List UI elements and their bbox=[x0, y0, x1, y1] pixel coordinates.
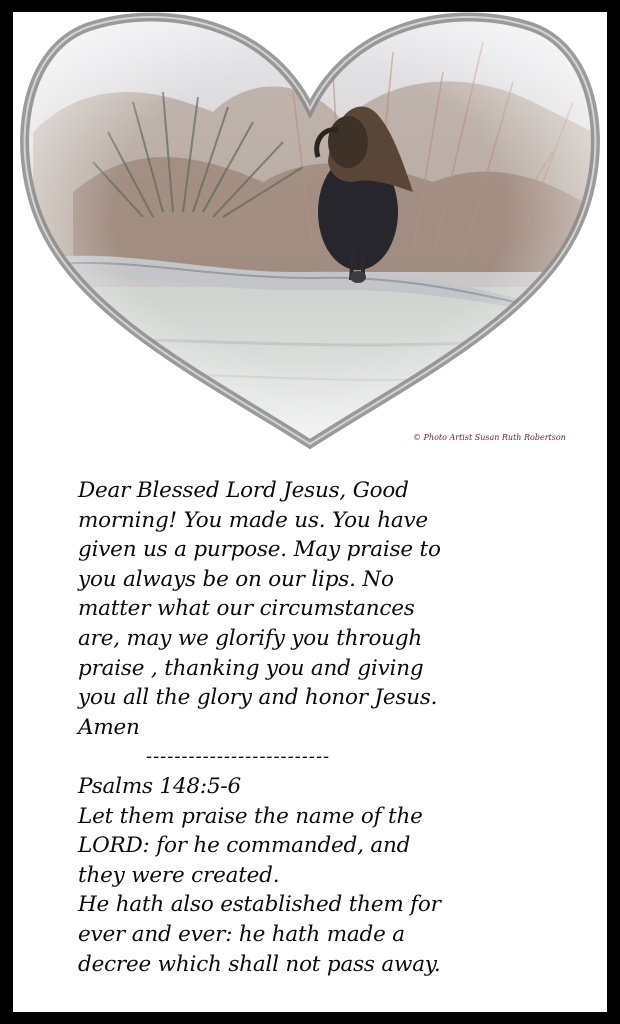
photo-credit: © Photo Artist Susan Ruth Robertson bbox=[413, 433, 566, 442]
scripture-line: He hath also established them for bbox=[78, 892, 441, 918]
prayer-line: you always be on our lips. No bbox=[78, 566, 394, 592]
prayer-line: are, may we glorify you through bbox=[78, 625, 423, 651]
prayer-line: matter what our circumstances bbox=[78, 596, 415, 622]
section-divider: -------------------------- bbox=[146, 746, 331, 768]
scripture-line: they were created. bbox=[78, 862, 280, 888]
prayer-line: praise , thanking you and giving bbox=[78, 655, 424, 681]
scripture-line: decree which shall not pass away. bbox=[78, 951, 441, 977]
scripture-line: Let them praise the name of the bbox=[78, 803, 423, 829]
heart-photo-svg bbox=[13, 12, 607, 457]
scripture-reference: Psalms 148:5-6 bbox=[78, 773, 241, 799]
photo-content bbox=[13, 12, 607, 457]
prayer-line: Amen bbox=[78, 714, 140, 740]
prayer-line: morning! You made us. You have bbox=[78, 507, 428, 533]
prayer-line: you all the glory and honor Jesus. bbox=[78, 685, 438, 711]
prayer-line: given us a purpose. May praise to bbox=[78, 537, 441, 563]
heart-photo bbox=[13, 12, 607, 457]
scripture-line: LORD: for he commanded, and bbox=[78, 833, 411, 859]
devotional-text bbox=[78, 476, 548, 979]
prayer-line: Dear Blessed Lord Jesus, Good bbox=[78, 478, 409, 503]
scripture-line: ever and ever: he hath made a bbox=[78, 921, 405, 947]
devotional-card bbox=[13, 12, 607, 1012]
